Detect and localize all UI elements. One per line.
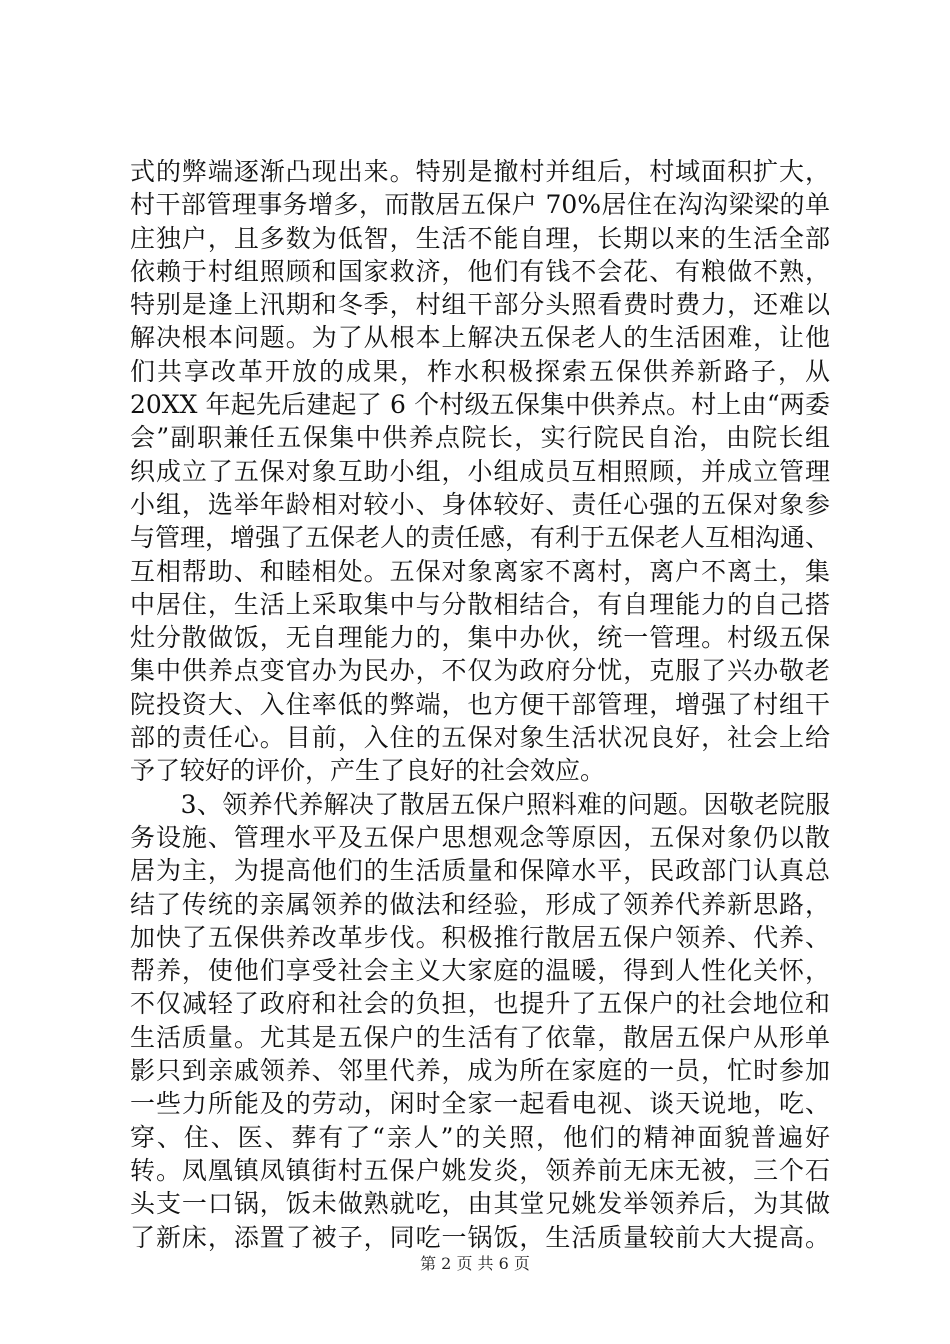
- text-line: 一些力所能及的劳动，闲时全家一起看电视、谈天说地，吃、: [130, 1089, 830, 1119]
- text-line: 予了较好的评价，产生了良好的社会效应。: [130, 756, 606, 786]
- text-line: 务设施、管理水平及五保户思想观念等原因，五保对象仍以散: [130, 822, 830, 852]
- text-line: 结了传统的亲属领养的做法和经验，形成了领养代养新思路，: [130, 889, 830, 919]
- text-line: 依赖于村组照顾和国家救济，他们有钱不会花、有粮做不熟，: [130, 256, 830, 286]
- text-line: 部的责任心。目前，入住的五保对象生活状况良好，社会上给: [130, 723, 830, 753]
- text-line: 头支一口锅，饭未做熟就吃，由其堂兄姚发举领养后，为其做: [130, 1189, 830, 1219]
- body-text: [130, 155, 830, 1254]
- text-line: 了新床，添置了被子，同吃一锅饭，生活质量较前大大提高。: [130, 1222, 830, 1252]
- text-line: 转。凤凰镇凤镇街村五保户姚发炎，领养前无床无被，三个石: [130, 1155, 830, 1185]
- text-line: 村干部管理事务增多，而散居五保户 70%居住在沟沟梁梁的单: [130, 190, 830, 220]
- text-line: 穿、住、医、葬有了“亲人”的关照，他们的精神面貌普遍好: [130, 1122, 830, 1152]
- text-line: 小组，选举年龄相对较小、身体较好、责任心强的五保对象参: [130, 489, 830, 519]
- text-line: 特别是逢上汛期和冬季，村组干部分头照看费时费力，还难以: [130, 290, 830, 320]
- text-line: 居为主，为提高他们的生活质量和保障水平，民政部门认真总: [130, 856, 830, 886]
- text-line: 不仅减轻了政府和社会的负担，也提升了五保户的社会地位和: [130, 989, 830, 1019]
- text-line: 帮养，使他们享受社会主义大家庭的温暖，得到人性化关怀，: [130, 956, 830, 986]
- text-line: 中居住，生活上采取集中与分散相结合，有自理能力的自己搭: [130, 589, 830, 619]
- text-line: 院投资大、入住率低的弊端，也方便干部管理，增强了村组干: [130, 689, 830, 719]
- text-line: 生活质量。尤其是五保户的生活有了依靠，散居五保户从形单: [130, 1022, 830, 1052]
- text-line: 会”副职兼任五保集中供养点院长，实行院民自治，由院长组: [130, 423, 830, 453]
- text-line: 们共享改革开放的成果，柞水积极探索五保供养新路子，从: [130, 356, 830, 386]
- text-line: 集中供养点变官办为民办，不仅为政府分忧，克服了兴办敬老: [130, 656, 830, 686]
- text-line: 灶分散做饭，无自理能力的，集中办伙，统一管理。村级五保: [130, 623, 830, 653]
- text-line: 加快了五保供养改革步伐。积极推行散居五保户领养、代养、: [130, 922, 830, 952]
- text-line: 织成立了五保对象互助小组，小组成员互相照顾，并成立管理: [130, 456, 830, 486]
- page-footer: 第 2 页 共 6 页: [420, 1254, 530, 1273]
- text-line: 庄独户，且多数为低智，生活不能自理，长期以来的生活全部: [130, 223, 830, 253]
- text-line: 互相帮助、和睦相处。五保对象离家不离村，离户不离土，集: [130, 556, 830, 586]
- text-line: 3、领养代养解决了散居五保户照料难的问题。因敬老院服: [130, 789, 830, 819]
- text-line: 影只到亲戚领养、邻里代养，成为所在家庭的一员，忙时参加: [130, 1056, 830, 1086]
- text-line: 解决根本问题。为了从根本上解决五保老人的生活困难，让他: [130, 323, 830, 353]
- text-line: 式的弊端逐渐凸现出来。特别是撤村并组后，村域面积扩大，: [130, 157, 830, 186]
- text-line: 20XX 年起先后建起了 6 个村级五保集中供养点。村上由“两委: [130, 390, 830, 420]
- text-line: 与管理，增强了五保老人的责任感，有利于五保老人互相沟通、: [130, 523, 831, 553]
